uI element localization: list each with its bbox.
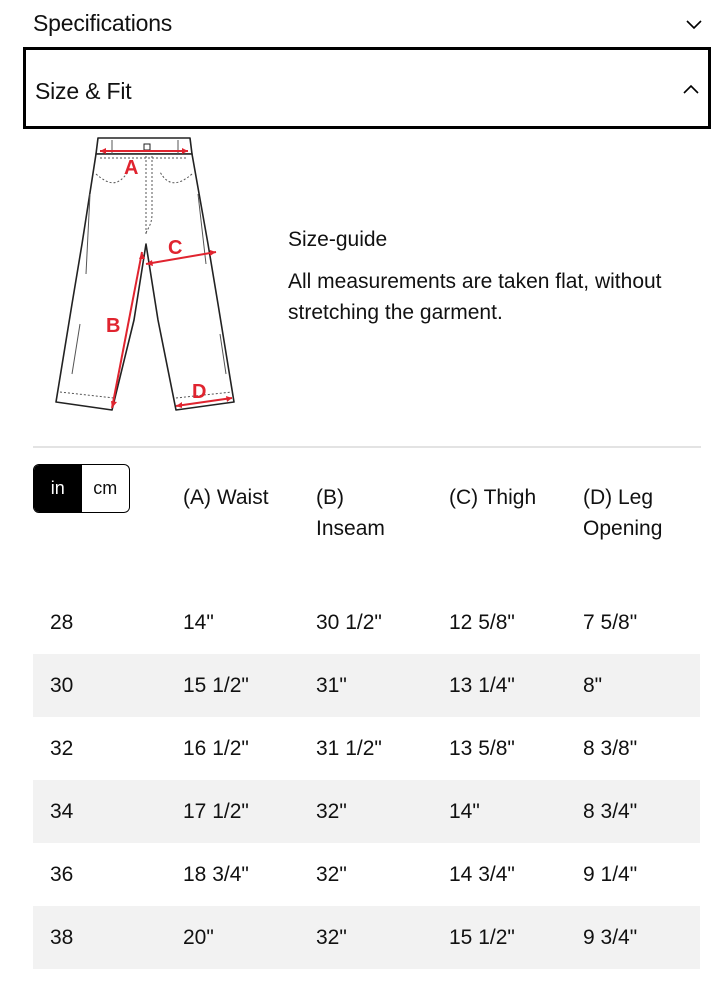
cell-thigh: 13 5/8" (449, 736, 515, 760)
cell-waist: 15 1/2" (183, 673, 249, 697)
cell-inseam: 32" (316, 862, 347, 886)
svg-text:B: B (106, 315, 121, 337)
cell-leg-opening: 9 3/4" (583, 925, 638, 949)
chevron-down-icon (685, 15, 703, 33)
cell-thigh: 14" (449, 799, 480, 823)
cell-size: 32 (50, 736, 74, 760)
size-guide-title: Size-guide (288, 228, 388, 251)
table-row (33, 843, 700, 906)
size-guide-text: All measurements are taken flat, without stretching the garment. (288, 270, 662, 324)
cell-inseam: 32" (316, 799, 347, 823)
unit-toggle[interactable] (33, 464, 130, 513)
column-header-waist: (A) Waist (183, 486, 269, 509)
cell-waist: 20" (183, 925, 214, 949)
cell-leg-opening: 8" (583, 673, 603, 697)
cell-size: 28 (50, 610, 74, 634)
column-header-leg-opening: (D) Leg Opening (583, 486, 663, 540)
pants-measurement-illustration (50, 134, 240, 416)
cell-size: 34 (50, 799, 74, 823)
cell-leg-opening: 7 5/8" (583, 610, 638, 634)
cell-inseam: 31 1/2" (316, 736, 382, 760)
svg-text:C: C (168, 237, 183, 259)
cell-size: 38 (50, 925, 74, 949)
cell-leg-opening: 8 3/8" (583, 736, 638, 760)
unit-option-in[interactable]: in (34, 465, 82, 512)
cell-leg-opening: 8 3/4" (583, 799, 638, 823)
cell-inseam: 32" (316, 925, 347, 949)
column-header-inseam: (B) Inseam (316, 486, 385, 540)
divider (33, 446, 701, 448)
cell-thigh: 14 3/4" (449, 862, 515, 886)
cell-waist: 16 1/2" (183, 736, 249, 760)
accordion-specifications[interactable] (33, 0, 703, 48)
accordion-size-fit-label: Size & Fit (35, 78, 132, 104)
cell-thigh: 12 5/8" (449, 610, 515, 634)
cell-waist: 18 3/4" (183, 862, 249, 886)
cell-size: 30 (50, 673, 74, 697)
column-header-thigh: (C) Thigh (449, 486, 537, 509)
cell-thigh: 13 1/4" (449, 673, 515, 697)
cell-waist: 17 1/2" (183, 799, 249, 823)
cell-leg-opening: 9 1/4" (583, 862, 638, 886)
accordion-specifications-label: Specifications (33, 9, 173, 36)
table-row (33, 654, 700, 717)
accordion-size-fit[interactable] (23, 47, 711, 129)
cell-waist: 14" (183, 610, 214, 634)
cell-size: 36 (50, 862, 74, 886)
cell-thigh: 15 1/2" (449, 925, 515, 949)
cell-inseam: 31" (316, 673, 347, 697)
svg-text:D: D (192, 381, 207, 403)
cell-inseam: 30 1/2" (316, 610, 382, 634)
table-row (33, 591, 700, 654)
svg-text:A: A (124, 157, 139, 179)
table-row (33, 906, 700, 969)
table-row (33, 717, 700, 780)
unit-option-cm[interactable]: cm (93, 478, 118, 498)
table-row (33, 780, 700, 843)
chevron-up-icon (682, 81, 700, 99)
